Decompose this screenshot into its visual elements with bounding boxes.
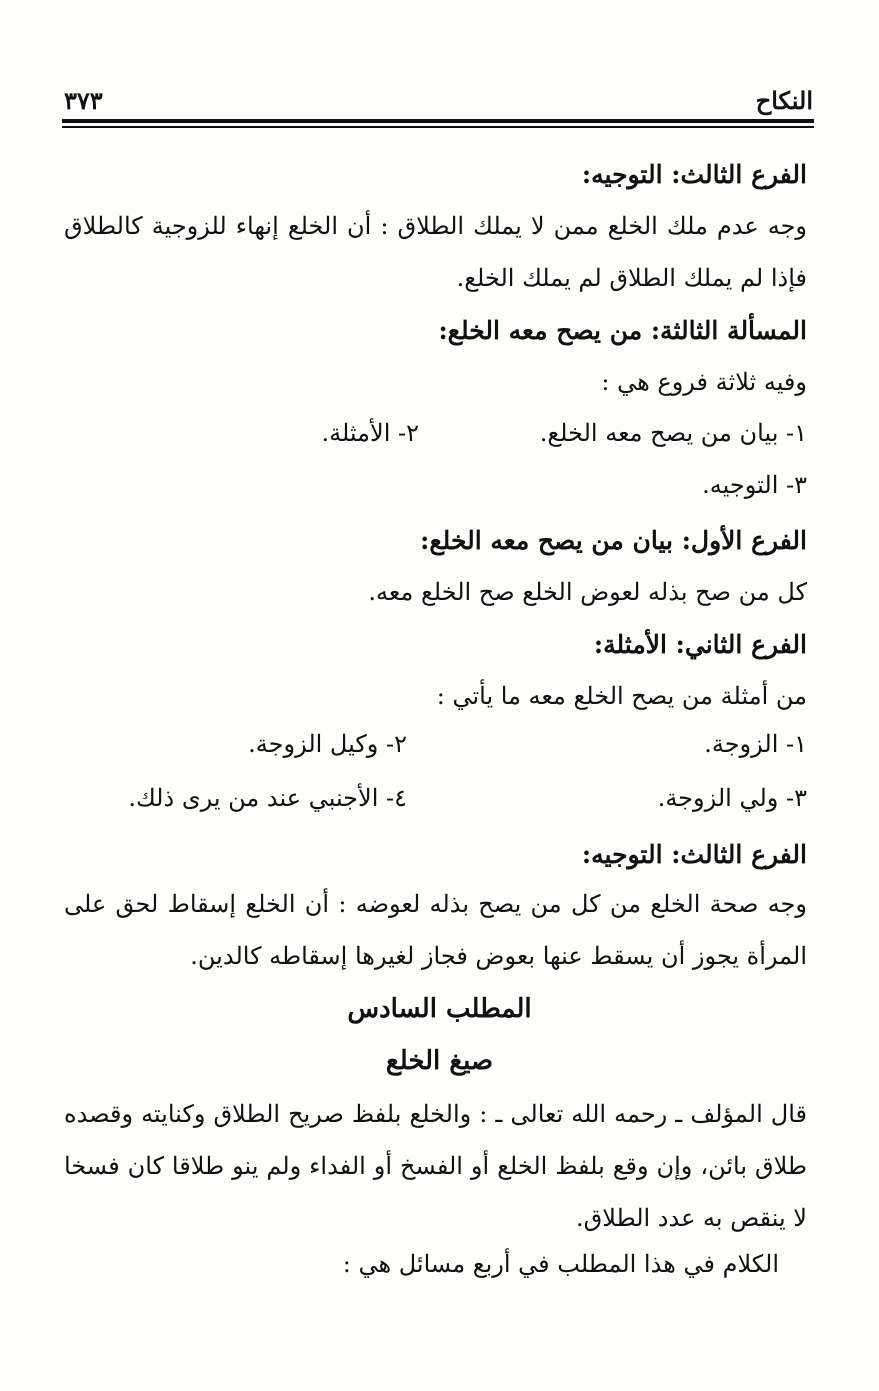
chapter-title: المطلب السادس: [347, 994, 532, 1024]
paragraph-line: لا ينقص به عدد الطلاق.: [575, 1204, 807, 1232]
paragraph-line: كل من صح بذله لعوض الخلع صح الخلع معه.: [368, 578, 807, 606]
list-item: ٤- الأجنبي عند من يرى ذلك.: [128, 784, 407, 812]
header-rule-thin: [62, 126, 814, 128]
list-item: ١- بيان من يصح معه الخلع.: [539, 419, 807, 447]
paragraph-line: الكلام في هذا المطلب في أربع مسائل هي :: [342, 1250, 779, 1278]
section-heading: الفرع الثاني: الأمثلة:: [593, 630, 807, 659]
section-heading: الفرع الثالث: التوجيه:: [581, 840, 807, 869]
paragraph-line: طلاق بائن، وإن وقع بلفظ الخلع أو الفسخ أو الفداء ولم ينو طلاقا كان فسخا: [64, 1152, 807, 1180]
list-item: ٢- الأمثلة.: [321, 419, 419, 447]
paragraph-line: المرأة يجوز أن يسقط عنها بعوض فجاز لغيرها إسقاطه كالدين.: [190, 942, 807, 970]
section-heading: المسألة الثالثة: من يصح معه الخلع:: [438, 316, 807, 345]
section-heading: الفرع الأول: بيان من يصح معه الخلع:: [420, 526, 807, 555]
running-title: النكاح: [755, 86, 813, 115]
list-item: ٣- التوجيه.: [702, 471, 807, 499]
paragraph-line: فإذا لم يملك الطلاق لم يملك الخلع.: [456, 264, 807, 292]
paragraph-line: وجه عدم ملك الخلع ممن لا يملك الطلاق : أن الخلع إنهاء للزوجية كالطلاق: [64, 212, 807, 240]
paragraph-line: قال المؤلف ـ رحمه الله تعالى ـ : والخلع بلفظ صريح الطلاق وكنايته وقصده: [64, 1100, 807, 1128]
list-item: ٣- ولي الزوجة.: [657, 784, 807, 812]
list-item: ١- الزوجة.: [704, 730, 807, 758]
paragraph-line: وفيه ثلاثة فروع هي :: [601, 368, 807, 396]
section-heading: الفرع الثالث: التوجيه:: [581, 160, 807, 189]
paragraph-line: وجه صحة الخلع من كل من يصح بذله لعوضه : أن الخلع إسقاط لحق على: [64, 890, 807, 918]
chapter-subtitle: صيغ الخلع: [385, 1046, 494, 1076]
header-rule-thick: [62, 119, 814, 123]
paragraph-line: من أمثلة من يصح الخلع معه ما يأتي :: [436, 682, 807, 710]
page-number: ٣٧٣: [64, 86, 103, 115]
list-item: ٢- وكيل الزوجة.: [248, 730, 407, 758]
